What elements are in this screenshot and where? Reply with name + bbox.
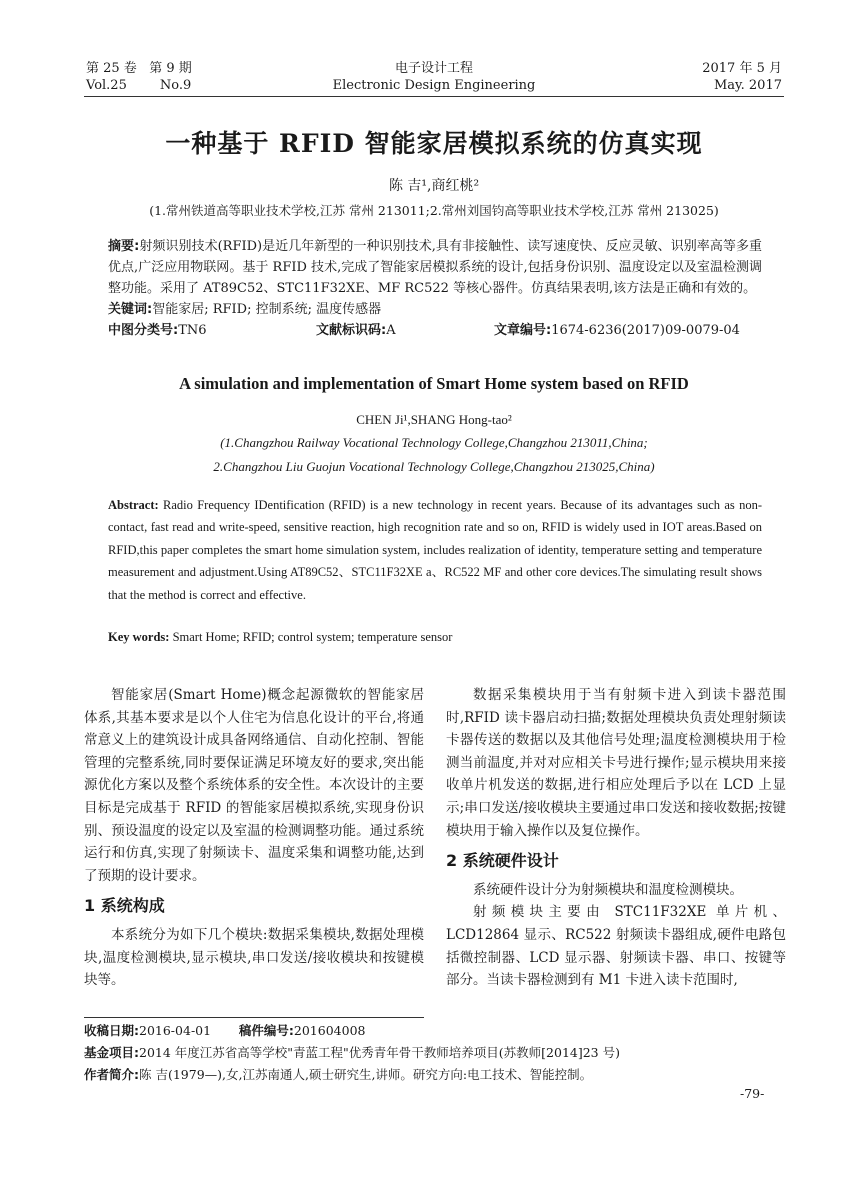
doc-code-label: 文献标识码: [316,323,387,338]
intro-paragraph: 智能家居(Smart Home)概念起源微软的智能家居体系,其基本要求是以个人住宅为信息化设计的平台,将通常意义上的建筑设计成具备网络通信、自动化控制、智能管理的完整系统,同时要保证满足环境友好的要求,突出能源优化方案以及整个系统体系的安全性。本次设计的主要目标是完成基于 RFID 的智能家居模拟系统,实现身份识别、预设温度的设定以及室温的检测调整功能。通过系统运行和仿真,实现了射频读卡、温度采集和调整功能,达到了预期的设计要求。 [84,687,424,884]
section-2-paragraph-2: 射频模块主要由 STC11F32XE 单片机、LCD12864 显示、RC522 射频读卡器组成,硬件电路包括微控制器、LCD 显示器、射频读卡器、串口、按键等部分。当读卡器检测到有 M1 卡进入读卡范围时, [446,904,786,989]
body-left-column [84,684,424,992]
clc-value: TN6 [178,323,207,338]
page-number: -79- [740,1086,765,1101]
keywords-en-text: Smart Home; RFID; control system; temperature sensor [172,630,453,644]
bio-label: 作者简介: [84,1067,139,1082]
fund-label: 基金项目: [84,1045,139,1060]
keywords-en [108,630,762,645]
section-2-paragraph-1: 系统硬件设计分为射频模块和温度检测模块。 [473,881,743,898]
body-right-column [446,684,786,992]
section-1-heading: 1 系统构成 [84,896,165,916]
classification-row [108,320,762,341]
abstract-cn-text: 射频识别技术(RFID)是近几年新型的一种识别技术,具有非接触性、读写速度快、反应灵敏、识别率高等多重优点,广泛应用物联网。基于 RFID 技术,完成了智能家居模拟系统的设计,包括身份识别、温度设定以及室温检测调整功能。采用了 AT89C52、STC11F32XE、MF RC522 等核心器件。仿真结果表明,该方法是正确和有效的。 [108,239,762,296]
date-en: May. 2017 [713,78,782,93]
volume-en: Vol.25 [86,78,127,93]
received-label: 收稿日期: [84,1023,139,1038]
section-1-paragraph: 本系统分为如下几个模块:数据采集模块,数据处理模块,温度检测模块,显示模块,串口发送/接收模块和按键模块等。 [84,926,424,989]
header-rule [84,96,784,97]
abstract-en-text: Radio Frequency IDentification (RFID) is a new technology in recent years. Because of its advantages such as non-contact, fast read and write-speed, sensitive reaction, high recognition rate and so on, RFID is widely used in IOT areas.Based on RFID,this paper completes the smart home simulation system, includes realization of identity, temperature setting and temperature measurement and adjustment.Using AT89C52、STC11F32XE a、RC522 MF and other core devices.The simulating result shows that the method is correct and effective. [108,498,763,602]
volume-cn: 第 25 卷 [86,61,137,76]
header-date [702,60,782,94]
article-no-value: 1674-6236(2017)09-0079-04 [551,323,740,338]
doc-code-value: A [386,323,396,338]
modules-paragraph: 数据采集模块用于当有射频卡进入到读卡器范围时,RFID 读卡器启动扫描;数据处理模块负责处理射频读卡器传送的数据以及其他信号处理;温度检测模块用于检测当前温度,并对对应相关卡号进行操作;显示模块用来接收单片机发送的数据,进行相应处理后予以在 LCD 上显示;串口发送/接收模块主要通过串口发送和接收数据;按键模块用于输入操作以及复位操作。 [446,687,786,839]
keywords-cn-text: 智能家居; RFID; 控制系统; 温度传感器 [152,302,382,317]
section-2-heading: 2 系统硬件设计 [446,851,559,871]
affiliation-en-1: (1.Changzhou Railway Vocational Technology College,Changzhou 213011,China; [220,435,648,450]
keywords-en-label: Key words: [108,630,170,644]
abstract-en-label: Abstract: [108,498,159,512]
footnote-fund [84,1043,620,1062]
title-cn: 一种基于 RFID 智能家居模拟系统的仿真实现 [165,129,703,158]
clc-label: 中图分类号: [108,323,179,338]
title-en: A simulation and implementation of Smart Home system based on RFID [179,374,689,393]
authors-en: CHEN Ji¹,SHANG Hong-tao² [356,412,512,427]
issue-en: No.9 [159,78,192,93]
affiliation-cn: (1.常州铁道高等职业技术学校,江苏 常州 213011;2.常州刘国钧高等职业技术学校,江苏 常州 213025) [149,203,719,218]
fund-value: 2014 年度江苏省高等学校"青蓝工程"优秀青年骨干教师培养项目(苏教师[2014]23 号) [139,1045,620,1060]
authors-cn: 陈 吉¹,商红桃² [388,178,480,194]
abstract-cn [108,236,762,341]
manuscript-value: 201604008 [293,1023,366,1038]
abstract-en [108,494,762,606]
bio-value: 陈 吉(1979—),女,江苏南通人,硕士研究生,讲师。研究方向:电工技术、智能控制。 [139,1067,593,1082]
date-cn: 2017 年 5 月 [702,61,782,76]
keywords-cn-label: 关键词: [108,302,153,317]
abstract-cn-label: 摘要: [108,239,140,254]
received-value: 2016-04-01 [139,1023,212,1038]
journal-cn: 电子设计工程 [394,61,473,76]
issue-cn: 第 9 期 [149,61,192,76]
affiliation-en-2: 2.Changzhou Liu Guojun Vocational Technology College,Changzhou 213025,China) [213,459,655,474]
footnote-bio [84,1065,592,1084]
article-no-label: 文章编号: [494,323,552,338]
footnote-rule [84,1017,424,1018]
journal-en: Electronic Design Engineering [332,78,536,93]
footnote-received [84,1021,365,1040]
manuscript-label: 稿件编号: [238,1023,294,1038]
